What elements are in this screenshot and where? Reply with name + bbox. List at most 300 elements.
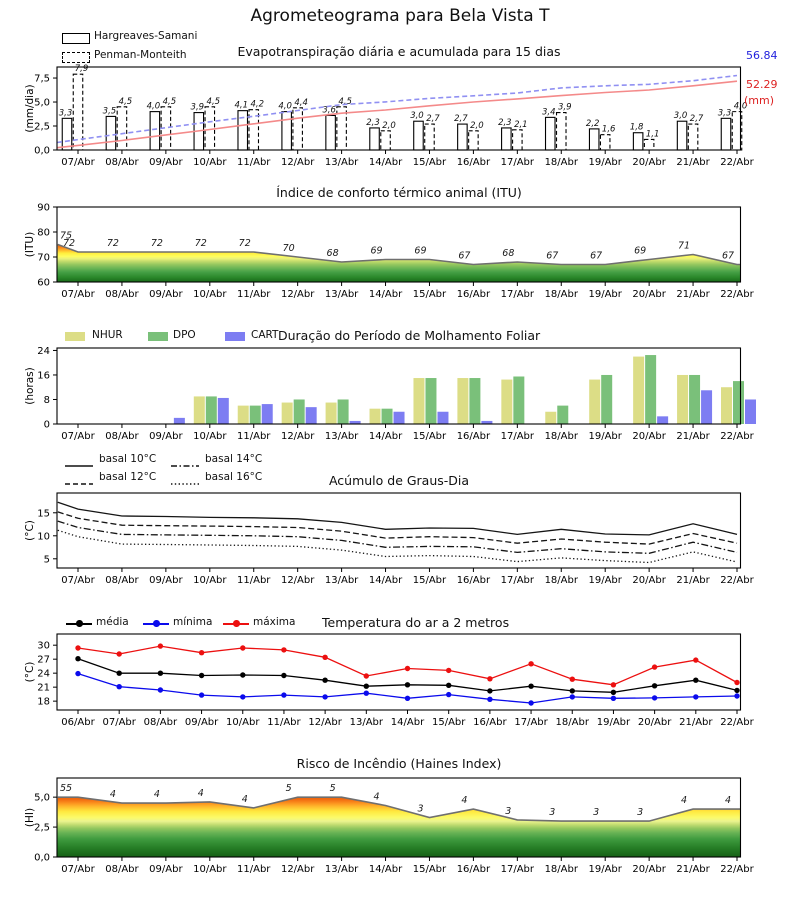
bar-hargreaves [546, 117, 556, 150]
bar-penman [513, 130, 523, 150]
x-tick-label: 19/Abr [588, 289, 622, 300]
point-value-label: 4 [241, 793, 248, 805]
x-tick-label: 15/Abr [412, 157, 447, 168]
point-value-label: 4 [724, 795, 732, 807]
line-basal 10°C [58, 502, 737, 535]
bar-dpo [250, 406, 261, 424]
x-tick-label: 17/Abr [500, 157, 535, 168]
point-value-label: 75 [60, 230, 73, 242]
x-tick-label: 12/Abr [280, 431, 315, 442]
x-tick-label: 20/Abr [632, 431, 666, 442]
point-value-label: 3 [549, 807, 556, 819]
bar-hargreaves [326, 115, 336, 150]
hargreaves-legend-swatch [62, 33, 90, 44]
x-tick-label: 21/Abr [676, 431, 710, 442]
y-axis-label: (horas) [24, 367, 36, 405]
marker-média [281, 673, 286, 678]
y-axis-label: (HI) [24, 807, 36, 828]
chart-itu [24, 203, 755, 301]
bar-value-label: 3,5 [102, 106, 117, 117]
bar-dpo [601, 375, 612, 424]
nhur-color-icon [65, 332, 85, 341]
legend-label-basal12: basal 12°C [99, 471, 157, 483]
x-tick-label: 17/Abr [500, 575, 535, 586]
x-tick-label: 07/Abr [61, 431, 95, 442]
y-tick-label: 27 [37, 654, 50, 666]
bar-value-label: 3,3 [717, 108, 732, 119]
bar-nhur [633, 357, 644, 424]
point-value-label: 4 [461, 795, 468, 807]
bar-nhur [589, 380, 600, 424]
x-tick-label: 09/Abr [149, 289, 183, 300]
x-tick-label: 11/Abr [237, 575, 271, 586]
dashdot-line-icon [170, 461, 200, 471]
y-tick-label: 8 [43, 394, 50, 406]
dpo-legend-swatch [148, 332, 168, 341]
cart-color-icon [225, 332, 245, 341]
hargreaves-cumulative-line [57, 81, 737, 148]
x-tick-label: 22/Abr [720, 717, 754, 728]
x-tick-label: 19/Abr [588, 864, 622, 875]
marker-máxima [405, 666, 410, 671]
marker-mínima [364, 691, 369, 696]
point-value-label: 3 [417, 803, 424, 815]
bar-value-label: 3,0 [410, 111, 424, 122]
x-tick-label: 09/Abr [149, 431, 183, 442]
marker-média [693, 678, 698, 683]
x-tick-label: 11/Abr [237, 157, 271, 168]
point-value-label: 4 [373, 791, 380, 803]
bar-value-label: 4,0 [278, 101, 292, 112]
bar-dpo [338, 399, 349, 424]
x-tick-label: 20/Abr [637, 717, 672, 728]
legend-label-basal10: basal 10°C [99, 453, 157, 465]
marker-média [158, 671, 163, 676]
point-value-label: 67 [721, 250, 735, 262]
legend-label-hargreaves: Hargreaves-Samani [94, 30, 198, 42]
x-tick-label: 11/Abr [237, 289, 271, 300]
point-value-label: 72 [238, 238, 251, 249]
bar-value-label: 2,7 [426, 114, 440, 125]
line-dot-icon [66, 619, 92, 628]
bar-value-label: 2,7 [689, 114, 704, 125]
y-tick-label: 2,5 [34, 121, 50, 133]
point-value-label: 69 [634, 245, 647, 257]
bar-nhur [413, 378, 424, 424]
point-value-label: 5 [285, 783, 292, 795]
y-tick-label: 90 [37, 202, 50, 214]
marker-máxima [158, 643, 163, 648]
x-tick-label: 08/Abr [105, 864, 139, 875]
point-value-label: 68 [502, 248, 515, 259]
legend-label-cart: CART [251, 329, 279, 341]
marker-máxima [117, 651, 122, 656]
marker-média [652, 683, 657, 688]
marker-média [75, 656, 80, 661]
point-value-label: 68 [326, 248, 339, 259]
marker-média [570, 688, 575, 693]
x-tick-label: 13/Abr [324, 289, 359, 300]
x-tick-label: 18/Abr [544, 575, 578, 586]
x-tick-label: 10/Abr [193, 864, 227, 875]
marker-máxima [611, 682, 616, 687]
y-tick-label: 0,0 [34, 852, 50, 864]
y-tick-label: 10 [37, 531, 50, 543]
bar-cart [745, 399, 756, 424]
bar-cart [701, 390, 712, 424]
bar-dpo [733, 381, 744, 424]
x-tick-label: 17/Abr [500, 864, 535, 875]
x-tick-label: 11/Abr [267, 717, 301, 728]
line-dot-icon [223, 619, 249, 628]
x-tick-label: 22/Abr [720, 289, 754, 300]
bar-hargreaves [106, 116, 116, 150]
chart-graus [24, 493, 755, 586]
bar-dpo [206, 396, 217, 424]
bar-value-label: 4,1 [234, 100, 248, 111]
minima-legend-sample [143, 619, 169, 628]
nhur-legend-swatch [65, 332, 85, 341]
bar-hargreaves [458, 124, 468, 150]
x-tick-label: 07/Abr [61, 575, 95, 586]
bar-value-label: 3,9 [558, 102, 572, 113]
line-máxima [78, 646, 737, 685]
x-tick-label: 16/Abr [456, 289, 491, 300]
x-tick-label: 15/Abr [412, 864, 447, 875]
bar-cart [174, 418, 185, 424]
y-tick-label: 0 [43, 419, 50, 431]
marker-média [611, 690, 616, 695]
x-tick-label: 12/Abr [280, 157, 315, 168]
bar-hargreaves [62, 118, 72, 150]
y-tick-label: 2,5 [34, 822, 50, 834]
molhamento-chart-title: Duração do Período de Molhamento Foliar [278, 328, 541, 343]
marker-máxima [487, 676, 492, 681]
x-tick-label: 17/Abr [514, 717, 548, 728]
bar-penman [644, 139, 654, 150]
bar-dpo [294, 399, 305, 424]
marker-média [117, 671, 122, 676]
y-tick-label: 7,5 [34, 73, 50, 85]
bar-nhur [457, 378, 468, 424]
dpo-color-icon [148, 332, 168, 341]
marker-máxima [240, 645, 245, 650]
point-value-label: 69 [414, 245, 427, 257]
bar-hargreaves [589, 129, 599, 150]
x-tick-label: 21/Abr [676, 157, 710, 168]
x-tick-label: 12/Abr [308, 717, 342, 728]
bar-value-label: 2,7 [454, 114, 468, 125]
legend-label-dpo: DPO [173, 329, 196, 341]
bar-nhur [501, 380, 512, 424]
x-tick-label: 20/Abr [632, 157, 666, 168]
marker-mínima [199, 692, 204, 697]
point-value-label: 5 [329, 783, 336, 795]
marker-média [487, 688, 492, 693]
point-value-label: 72 [150, 238, 163, 249]
marker-máxima [528, 661, 533, 666]
y-axis-label: (ITU) [24, 231, 36, 258]
legend-label-penman: Penman-Monteith [94, 49, 187, 61]
marker-máxima [693, 657, 698, 662]
x-tick-label: 15/Abr [412, 289, 447, 300]
point-value-label: 69 [370, 245, 383, 257]
x-tick-label: 13/Abr [324, 864, 359, 875]
bar-nhur [677, 375, 688, 424]
x-tick-label: 17/Abr [500, 289, 535, 300]
bar-nhur [370, 409, 381, 424]
point-value-label: 4 [197, 787, 204, 799]
bar-dpo [513, 377, 524, 425]
bar-value-label: 2,1 [514, 119, 528, 130]
cumulative-unit-annotation: (mm) [744, 94, 775, 107]
bar-nhur [282, 403, 293, 424]
bar-value-label: 3,9 [190, 102, 205, 113]
x-tick-label: 18/Abr [555, 717, 589, 728]
bar-hargreaves [414, 121, 424, 150]
solid-bar-icon [62, 33, 90, 44]
x-tick-label: 14/Abr [368, 431, 403, 442]
marker-mínima [281, 692, 286, 697]
x-tick-label: 18/Abr [544, 431, 578, 442]
point-value-label: 67 [590, 250, 603, 262]
x-tick-label: 22/Abr [720, 431, 754, 442]
x-tick-label: 19/Abr [588, 575, 622, 586]
y-tick-label: 70 [37, 252, 50, 264]
x-tick-label: 06/Abr [61, 717, 95, 728]
bar-value-label: 4,2 [250, 99, 264, 110]
bar-hargreaves [370, 128, 380, 150]
bar-value-label: 4,4 [294, 97, 308, 108]
x-tick-label: 14/Abr [368, 157, 403, 168]
bar-penman [600, 135, 610, 150]
bar-value-label: 4,5 [118, 96, 133, 107]
x-tick-label: 18/Abr [544, 157, 578, 168]
bar-value-label: 1,1 [645, 129, 660, 140]
marker-mínima [158, 687, 163, 692]
y-tick-label: 15 [37, 508, 50, 520]
bar-cart [218, 398, 229, 424]
marker-mínima [117, 684, 122, 689]
x-tick-label: 19/Abr [596, 717, 631, 728]
bar-cart [437, 412, 448, 424]
x-tick-label: 12/Abr [280, 864, 315, 875]
bar-hargreaves [150, 112, 160, 150]
graus-chart-title: Acúmulo de Graus-Dia [328, 473, 470, 488]
marker-máxima [734, 680, 739, 685]
x-tick-label: 14/Abr [368, 864, 403, 875]
point-value-label: 3 [637, 807, 644, 819]
bar-penman [557, 113, 567, 150]
x-tick-label: 20/Abr [632, 864, 666, 875]
point-value-label: 72 [106, 238, 119, 249]
marker-máxima [446, 668, 451, 673]
x-tick-label: 09/Abr [149, 575, 183, 586]
marker-mínima [611, 696, 616, 701]
point-value-label: 5 [60, 783, 67, 795]
bar-dpo [645, 355, 656, 424]
legend-label-minima: mínima [173, 616, 213, 628]
marker-máxima [199, 650, 204, 655]
bar-dpo [425, 378, 436, 424]
chart-molhamento [24, 346, 756, 442]
bar-nhur [545, 412, 556, 424]
marker-mínima [240, 694, 245, 699]
evapo-chart-title: Evapotranspiração diária e acumulada para 15 dias [237, 44, 561, 59]
legend-label-basal16: basal 16°C [205, 471, 263, 483]
bar-nhur [721, 387, 732, 424]
x-tick-label: 15/Abr [431, 717, 466, 728]
x-tick-label: 12/Abr [280, 575, 315, 586]
x-tick-label: 21/Abr [676, 864, 710, 875]
point-value-label: 4 [109, 789, 116, 801]
chart-haines [24, 778, 755, 875]
x-tick-label: 09/Abr [184, 717, 219, 728]
marker-mínima [693, 694, 698, 699]
point-value-label: 67 [458, 250, 471, 262]
point-value-label: 3 [593, 807, 600, 819]
bar-value-label: 3,0 [673, 111, 688, 122]
x-tick-label: 08/Abr [105, 431, 139, 442]
haines-chart-title: Risco de Incêndio (Haines Index) [296, 756, 502, 771]
marker-mínima [322, 694, 327, 699]
marker-média [446, 683, 451, 688]
bar-value-label: 3,4 [542, 107, 556, 118]
bar-dpo [689, 375, 700, 424]
x-tick-label: 22/Abr [720, 575, 754, 586]
x-tick-label: 13/Abr [324, 157, 359, 168]
solid-line-icon [64, 461, 94, 471]
x-tick-label: 10/Abr [193, 289, 227, 300]
hargreaves-total-annotation: 52.29 [746, 78, 778, 91]
bar-hargreaves [282, 112, 292, 150]
x-tick-label: 22/Abr [720, 157, 754, 168]
x-tick-label: 16/Abr [473, 717, 507, 728]
x-tick-label: 15/Abr [412, 431, 447, 442]
x-tick-label: 20/Abr [632, 575, 666, 586]
marker-média [734, 688, 739, 693]
marker-máxima [322, 655, 327, 660]
x-tick-label: 11/Abr [237, 431, 271, 442]
chart-evapo [24, 64, 755, 168]
bar-hargreaves [502, 128, 512, 150]
marker-mínima [487, 697, 492, 702]
bar-value-label: 3,3 [58, 108, 73, 119]
x-tick-label: 21/Abr [676, 289, 710, 300]
point-value-label: 5 [65, 783, 73, 795]
y-tick-label: 24 [37, 345, 50, 357]
marker-máxima [75, 645, 80, 650]
y-tick-label: 5,0 [34, 97, 50, 109]
bar-dpo [382, 409, 393, 424]
x-tick-label: 08/Abr [105, 157, 139, 168]
point-value-label: 72 [62, 238, 76, 249]
x-tick-label: 18/Abr [544, 289, 578, 300]
bar-value-label: 4,0 [146, 101, 161, 112]
bar-dpo [557, 406, 568, 424]
y-tick-label: 30 [37, 640, 50, 652]
y-tick-label: 0,0 [34, 145, 50, 157]
marker-média [199, 673, 204, 678]
line-dot-icon [143, 619, 169, 628]
point-value-label: 4 [681, 795, 688, 807]
bar-value-label: 7,9 [74, 64, 89, 75]
x-tick-label: 11/Abr [237, 864, 271, 875]
marker-média [240, 672, 245, 677]
bar-value-label: 4,0 [733, 101, 748, 112]
x-tick-label: 07/Abr [61, 157, 95, 168]
point-value-label: 72 [194, 238, 207, 249]
marker-mínima [528, 700, 533, 705]
x-tick-label: 08/Abr [143, 717, 178, 728]
point-value-label: 67 [546, 250, 559, 262]
bar-value-label: 2,3 [498, 117, 512, 128]
y-tick-label: 24 [37, 668, 50, 680]
marker-mínima [405, 696, 410, 701]
x-tick-label: 19/Abr [588, 157, 622, 168]
x-tick-label: 07/Abr [61, 864, 95, 875]
point-value-label: 4 [153, 789, 160, 801]
x-tick-label: 16/Abr [456, 575, 491, 586]
bar-penman [469, 131, 479, 150]
legend-label-media: média [96, 616, 129, 628]
bar-value-label: 2,0 [382, 120, 396, 131]
x-tick-label: 10/Abr [193, 157, 227, 168]
x-tick-label: 14/Abr [390, 717, 425, 728]
marker-média [364, 684, 369, 689]
x-tick-label: 13/Abr [324, 431, 359, 442]
x-tick-label: 10/Abr [226, 717, 260, 728]
y-axis-label: (°C) [24, 520, 36, 541]
bar-value-label: 1,6 [601, 124, 616, 135]
bar-value-label: 4,5 [338, 96, 352, 107]
bar-value-label: 2,0 [470, 120, 484, 131]
temp-chart-title: Temperatura do ar a 2 metros [322, 615, 510, 630]
bar-penman [688, 124, 698, 150]
x-tick-label: 09/Abr [149, 864, 183, 875]
cart-legend-swatch [225, 332, 245, 341]
marker-máxima [281, 647, 286, 652]
marker-mínima [652, 695, 657, 700]
x-tick-label: 21/Abr [676, 575, 710, 586]
bar-nhur [194, 396, 205, 424]
x-tick-label: 08/Abr [105, 289, 139, 300]
bar-cart [306, 407, 317, 424]
bar-penman [381, 131, 391, 150]
marker-média [322, 678, 327, 683]
point-value-label: 70 [282, 243, 295, 254]
figure-title: Agrometeograma para Bela Vista T [250, 6, 550, 26]
x-tick-label: 13/Abr [349, 717, 384, 728]
bar-penman [117, 107, 127, 150]
x-tick-label: 07/Abr [102, 717, 136, 728]
bar-value-label: 4,5 [206, 96, 221, 107]
x-tick-label: 19/Abr [588, 431, 622, 442]
y-tick-label: 80 [37, 227, 50, 239]
bar-hargreaves [677, 121, 687, 150]
marker-máxima [570, 677, 575, 682]
y-tick-label: 16 [37, 370, 50, 382]
bar-cart [394, 412, 405, 424]
x-tick-label: 14/Abr [368, 575, 403, 586]
marker-mínima [734, 693, 739, 698]
bar-value-label: 2,3 [366, 117, 380, 128]
bar-hargreaves [721, 118, 731, 150]
y-axis-label: (mm/dia) [24, 84, 36, 133]
y-tick-label: 60 [37, 277, 50, 289]
bar-nhur [326, 403, 337, 424]
marker-máxima [364, 673, 369, 678]
